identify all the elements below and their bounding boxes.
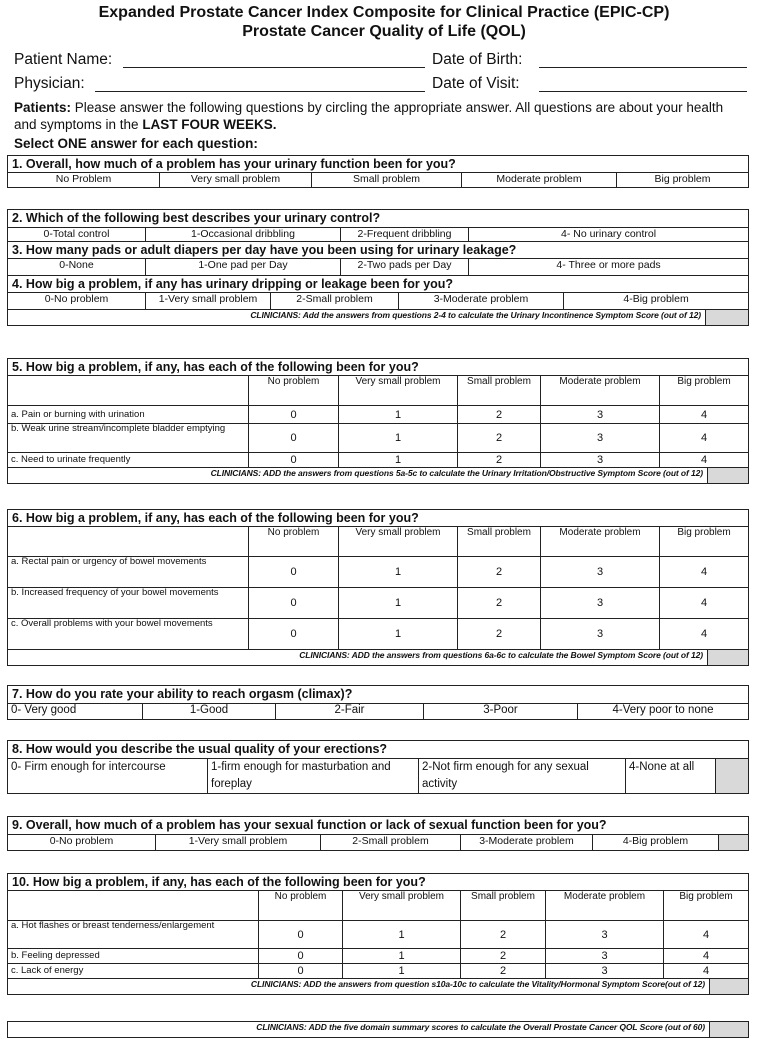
q6b-label: b. Increased frequency of your bowel movements [8, 588, 249, 619]
q1-option-1[interactable]: Very small problem [160, 173, 312, 188]
q5c-value-1[interactable]: 1 [339, 453, 458, 468]
q2-4-clinician-note: CLINICIANS: Add the answers from questions 2-4 to calculate the Urinary Incontinence Symptom Score (out of 12) [8, 310, 706, 326]
patient-name-label: Patient Name: [14, 51, 113, 68]
q10-header-spacer [8, 891, 259, 921]
q9-option-2[interactable]: 2-Small problem [321, 835, 461, 851]
q5a-value-1[interactable]: 1 [339, 406, 458, 424]
q5a-value-2[interactable]: 2 [458, 406, 541, 424]
q10b-value-2[interactable]: 2 [461, 949, 546, 964]
q6c-value-1[interactable]: 1 [339, 619, 458, 650]
urinary-irritation-score-box[interactable] [708, 468, 749, 484]
question-8-text: 8. How would you describe the usual quality of your erections? [8, 741, 749, 759]
q1-option-0[interactable]: No Problem [8, 173, 160, 188]
q10-header-1: Very small problem [343, 891, 461, 921]
q10b-value-4[interactable]: 4 [664, 949, 749, 964]
q1-option-3[interactable]: Moderate problem [462, 173, 617, 188]
q5-header-2: Small problem [458, 376, 541, 406]
q5c-value-3[interactable]: 3 [541, 453, 660, 468]
q10a-value-1[interactable]: 1 [343, 921, 461, 949]
q6b-value-1[interactable]: 1 [339, 588, 458, 619]
q8-option-0[interactable]: 0- Firm enough for intercourse [8, 759, 208, 794]
overall-qol-score-box[interactable] [710, 1022, 749, 1038]
form-subtitle: Prostate Cancer Quality of Life (QOL) [242, 23, 526, 40]
overall-score-row [7, 1021, 749, 1038]
q6a-value-4[interactable]: 4 [660, 557, 749, 588]
q9-option-4[interactable]: 4-Big problem [593, 835, 719, 851]
q2-option-1[interactable]: 1-Occasional dribbling [146, 228, 341, 242]
question-9 [7, 816, 749, 851]
q6c-label: c. Overall problems with your bowel movements [8, 619, 249, 650]
question-10 [7, 873, 749, 995]
q6a-value-0[interactable]: 0 [249, 557, 339, 588]
question-7-text: 7. How do you rate your ability to reach orgasm (climax)? [8, 686, 749, 704]
q5a-label: a. Pain or burning with urination [8, 406, 249, 424]
question-3-text: 3. How many pads or adult diapers per day have you been using for urinary leakage? [8, 242, 749, 259]
patient-name-field[interactable] [123, 67, 425, 68]
q5b-value-0[interactable]: 0 [249, 424, 339, 453]
date-of-birth-field[interactable] [539, 67, 747, 68]
q6c-value-2[interactable]: 2 [458, 619, 541, 650]
q6-header-3: Moderate problem [541, 527, 660, 557]
form-title: Expanded Prostate Cancer Index Composite for Clinical Practice (EPIC-CP) [98, 4, 670, 21]
q9-option-0[interactable]: 0-No problem [8, 835, 156, 851]
question-5 [7, 358, 749, 484]
q10-header-3: Moderate problem [546, 891, 664, 921]
question-5-text: 5. How big a problem, if any, has each of the following been for you? [8, 359, 749, 376]
q5-header-3: Moderate problem [541, 376, 660, 406]
q6a-value-2[interactable]: 2 [458, 557, 541, 588]
overall-clinician-note: CLINICIANS: ADD the five domain summary scores to calculate the Overall Prostate Cancer QOL Score (out of 60) [8, 1022, 710, 1038]
q7-option-0[interactable]: 0- Very good [8, 704, 143, 720]
question-2-text: 2. Which of the following best describes your urinary control? [8, 210, 749, 228]
q10b-label: b. Feeling depressed [8, 949, 259, 964]
q6b-value-4[interactable]: 4 [660, 588, 749, 619]
q5a-value-0[interactable]: 0 [249, 406, 339, 424]
q8-option-2[interactable]: 2-Not firm enough for any sexual activity [419, 759, 626, 794]
q8-option-1[interactable]: 1-firm enough for masturbation and foreplay [208, 759, 419, 794]
questions-2-4 [7, 209, 749, 326]
q4-option-2[interactable]: 2-Small problem [271, 293, 399, 310]
q7-option-4[interactable]: 4-Very poor to none [578, 704, 749, 720]
q5b-value-2[interactable]: 2 [458, 424, 541, 453]
q9-score-box[interactable] [719, 835, 749, 851]
q5b-label: b. Weak urine stream/incomplete bladder emptying [8, 424, 249, 453]
q5b-value-4[interactable]: 4 [660, 424, 749, 453]
q6-header-2: Small problem [458, 527, 541, 557]
q5c-label: c. Need to urinate frequently [8, 453, 249, 468]
q1-option-4[interactable]: Big problem [617, 173, 749, 188]
q10c-value-4[interactable]: 4 [664, 964, 749, 979]
question-9-text: 9. Overall, how much of a problem has your sexual function or lack of sexual function been for you? [8, 817, 749, 835]
question-4-text: 4. How big a problem, if any has urinary dripping or leakage been for you? [8, 276, 749, 293]
q6c-value-4[interactable]: 4 [660, 619, 749, 650]
q2-option-3[interactable]: 4- No urinary control [469, 228, 749, 242]
q7-option-3[interactable]: 3-Poor [424, 704, 578, 720]
urinary-incontinence-score-box[interactable] [706, 310, 749, 326]
q4-option-3[interactable]: 3-Moderate problem [399, 293, 564, 310]
date-of-visit-label: Date of Visit: [432, 75, 520, 92]
q9-option-3[interactable]: 3-Moderate problem [461, 835, 593, 851]
q6b-value-0[interactable]: 0 [249, 588, 339, 619]
q10b-value-3[interactable]: 3 [546, 949, 664, 964]
q10b-value-0[interactable]: 0 [259, 949, 343, 964]
q3-option-1[interactable]: 1-One pad per Day [146, 259, 341, 276]
q2-option-0[interactable]: 0-Total control [8, 228, 146, 242]
q10-clinician-note: CLINICIANS: ADD the answers from question s10a-10c to calculate the Vitality/Hormonal Symptom Score(out of 12) [8, 979, 710, 995]
q6a-value-1[interactable]: 1 [339, 557, 458, 588]
q10c-label: c. Lack of energy [8, 964, 259, 979]
question-10-text: 10. How big a problem, if any, has each of the following been for you? [8, 874, 749, 891]
q7-option-2[interactable]: 2-Fair [276, 704, 424, 720]
q3-option-0[interactable]: 0-None [8, 259, 146, 276]
q7-option-1[interactable]: 1-Good [143, 704, 276, 720]
q5-clinician-note: CLINICIANS: ADD the answers from questions 5a-5c to calculate the Urinary Irritation/Obstructive Symptom Score (out of 12) [8, 468, 708, 484]
q5c-value-0[interactable]: 0 [249, 453, 339, 468]
q6-header-0: No problem [249, 527, 339, 557]
instructions-text: Please answer the following questions by circling the appropriate answer. All questions are about your health and symptoms in the [14, 100, 724, 132]
q6-header-4: Big problem [660, 527, 749, 557]
q5-header-1: Very small problem [339, 376, 458, 406]
q5b-value-3[interactable]: 3 [541, 424, 660, 453]
q4-option-4[interactable]: 4-Big problem [564, 293, 749, 310]
physician-field[interactable] [95, 91, 425, 92]
q10c-value-1[interactable]: 1 [343, 964, 461, 979]
q5a-value-4[interactable]: 4 [660, 406, 749, 424]
q6b-value-3[interactable]: 3 [541, 588, 660, 619]
q10-header-0: No problem [259, 891, 343, 921]
q3-option-3[interactable]: 4- Three or more pads [469, 259, 749, 276]
q6c-value-0[interactable]: 0 [249, 619, 339, 650]
q10a-value-0[interactable]: 0 [259, 921, 343, 949]
q5-header-0: No problem [249, 376, 339, 406]
instructions-lead: Patients: [14, 100, 72, 115]
q10-header-2: Small problem [461, 891, 546, 921]
q9-option-1[interactable]: 1-Very small problem [156, 835, 321, 851]
q4-option-0[interactable]: 0-No problem [8, 293, 146, 310]
q10a-value-2[interactable]: 2 [461, 921, 546, 949]
question-8 [7, 740, 749, 794]
q10a-value-4[interactable]: 4 [664, 921, 749, 949]
q8-score-box[interactable] [716, 759, 749, 794]
q6a-label: a. Rectal pain or urgency of bowel movements [8, 557, 249, 588]
q6-header-spacer [8, 527, 249, 557]
question-6-text: 6. How big a problem, if any, has each of the following been for you? [8, 510, 749, 527]
q10b-value-1[interactable]: 1 [343, 949, 461, 964]
date-of-birth-label: Date of Birth: [432, 51, 523, 68]
q10c-value-2[interactable]: 2 [461, 964, 546, 979]
q10c-value-3[interactable]: 3 [546, 964, 664, 979]
question-7 [7, 685, 749, 720]
q10-header-4: Big problem [664, 891, 749, 921]
q10a-value-3[interactable]: 3 [546, 921, 664, 949]
q5c-value-4[interactable]: 4 [660, 453, 749, 468]
q3-option-2[interactable]: 2-Two pads per Day [341, 259, 469, 276]
q10a-label: a. Hot flashes or breast tenderness/enlargement [8, 921, 259, 949]
date-of-visit-field[interactable] [539, 91, 747, 92]
select-one-instruction: Select ONE answer for each question: [14, 136, 258, 151]
q5-header-spacer [8, 376, 249, 406]
instructions-emphasis: LAST FOUR WEEKS. [142, 117, 277, 132]
q10c-value-0[interactable]: 0 [259, 964, 343, 979]
q5-header-4: Big problem [660, 376, 749, 406]
q6-clinician-note: CLINICIANS: ADD the answers from questions 6a-6c to calculate the Bowel Symptom Score (out of 12) [8, 650, 708, 666]
bowel-score-box[interactable] [708, 650, 749, 666]
q1-option-2[interactable]: Small problem [312, 173, 462, 188]
physician-label: Physician: [14, 75, 85, 92]
q5b-value-1[interactable]: 1 [339, 424, 458, 453]
q5c-value-2[interactable]: 2 [458, 453, 541, 468]
q6b-value-2[interactable]: 2 [458, 588, 541, 619]
q8-option-3[interactable]: 4-None at all [626, 759, 716, 794]
q6c-value-3[interactable]: 3 [541, 619, 660, 650]
instructions [14, 99, 749, 133]
q5a-value-3[interactable]: 3 [541, 406, 660, 424]
q6a-value-3[interactable]: 3 [541, 557, 660, 588]
question-6 [7, 509, 749, 666]
q2-option-2[interactable]: 2-Frequent dribbling [341, 228, 469, 242]
question-1-text: 1. Overall, how much of a problem has your urinary function been for you? [8, 156, 749, 173]
vitality-hormonal-score-box[interactable] [710, 979, 749, 995]
question-1 [7, 155, 749, 188]
q4-option-1[interactable]: 1-Very small problem [146, 293, 271, 310]
q6-header-1: Very small problem [339, 527, 458, 557]
